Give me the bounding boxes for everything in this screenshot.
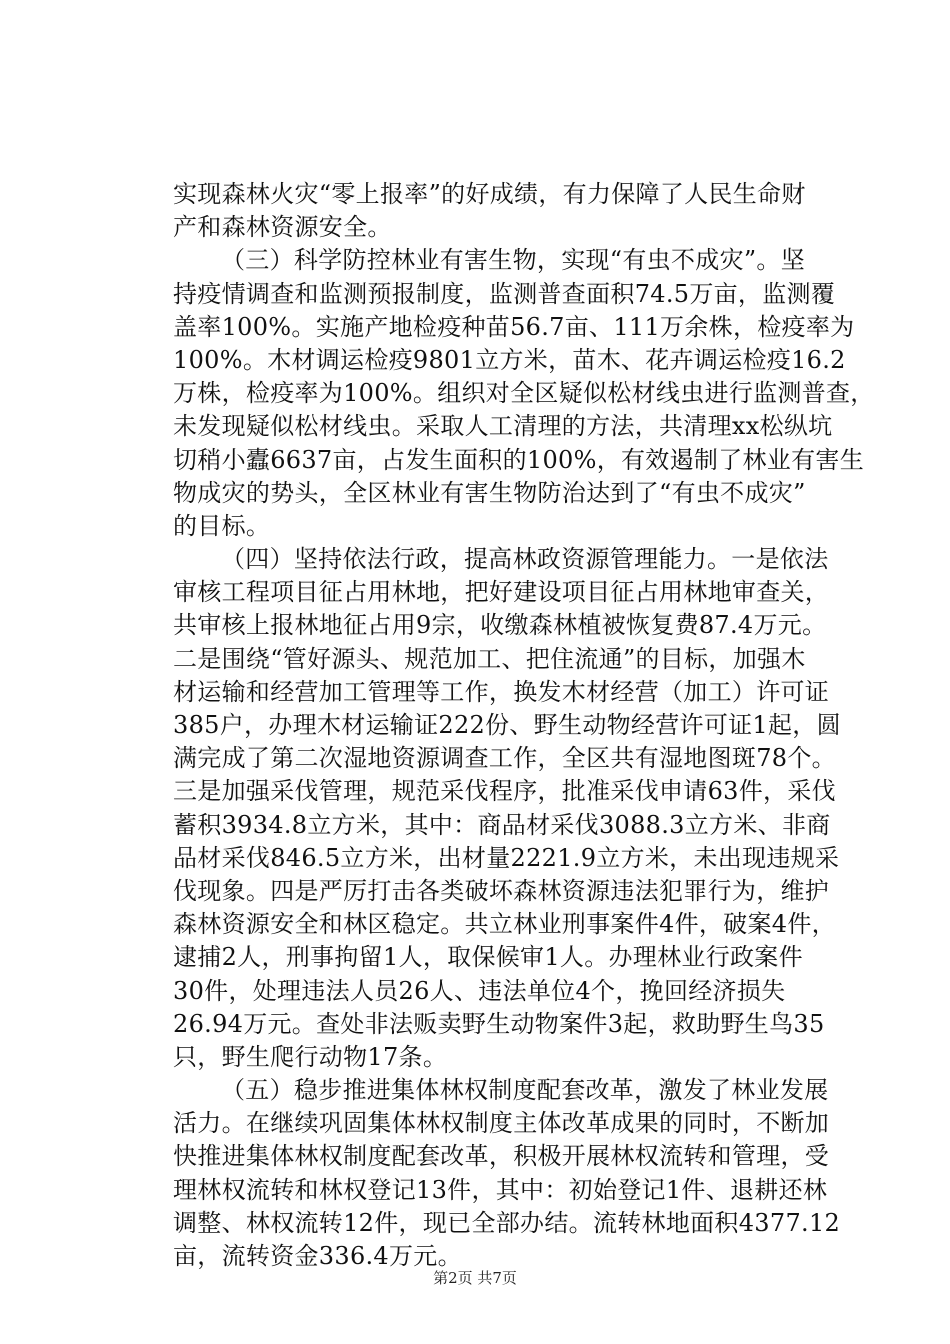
text-line: 未发现疑似松材线虫。采取人工清理的方法，共清理xx松纵坑 <box>173 412 833 441</box>
text-line: 逮捕2人，刑事拘留1人，取保候审1人。办理林业行政案件 <box>173 943 803 972</box>
document-body <box>173 178 875 1273</box>
text-line: 活力。在继续巩固集体林权制度主体改革成果的同时，不断加 <box>173 1109 830 1138</box>
text-line: 满完成了第二次湿地资源调查工作，全区共有湿地图斑78个。 <box>173 744 836 773</box>
text-line: 森林资源安全和林区稳定。共立林业刑事案件4件，破案4件， <box>173 910 836 939</box>
text-line: 调整、林权流转12件，现已全部办结。流转林地面积4377.12 <box>173 1208 841 1237</box>
section-heading-line: （三）科学防控林业有害生物，实现“有虫不成灾”。坚 <box>221 246 806 275</box>
text-line: 实现森林火灾“零上报率”的好成绩，有力保障了人民生命财 <box>173 180 806 208</box>
text-line: 持疫情调查和监测预报制度，监测普查面积74.5万亩，监测覆 <box>173 279 836 308</box>
page-number-footer: 第2页 共7页 <box>433 1269 517 1287</box>
text-line: 蓄积3934.8立方米，其中：商品材采伐3088.3立方米、非商 <box>173 810 831 839</box>
text-line: 万株，检疫率为100%。组织对全区疑似松材线虫进行监测普查， <box>173 379 875 408</box>
text-line: 品材采伐846.5立方米，出材量2221.9立方米，未出现违规采 <box>173 843 840 872</box>
text-line: 盖率100%。实施产地检疫种苗56.7亩、111万余株，检疫率为 <box>173 312 855 341</box>
text-line: 理林权流转和林权登记13件，其中：初始登记1件、退耕还林 <box>173 1175 828 1204</box>
text-line: 材运输和经营加工管理等工作，换发木材经营（加工）许可证 <box>173 677 830 706</box>
text-line: 产和森林资源安全。 <box>173 213 392 242</box>
text-line: 亩，流转资金336.4万元。 <box>173 1242 462 1270</box>
text-line: 30件，处理违法人员26人、违法单位4个，挽回经济损失 <box>173 976 786 1005</box>
section-heading-line: （五）稳步推进集体林权制度配套改革，激发了林业发展 <box>221 1076 829 1105</box>
text-line: 共审核上报林地征占用9宗，收缴森林植被恢复费87.4万元。 <box>173 611 827 640</box>
text-line: 物成灾的势头，全区林业有害生物防治达到了“有虫不成灾” <box>173 478 806 507</box>
text-line: 切稍小蠹6637亩，占发生面积的100%，有效遏制了林业有害生 <box>173 445 864 474</box>
text-line: 伐现象。四是严厉打击各类破坏森林资源违法犯罪行为，维护 <box>173 876 830 905</box>
text-line: 的目标。 <box>173 511 271 540</box>
text-line: 二是围绕“管好源头、规范加工、把住流通”的目标，加强木 <box>173 644 806 673</box>
text-line: 100%。木材调运检疫9801立方米，苗木、花卉调运检疫16.2 <box>173 345 846 374</box>
text-line: 26.94万元。查处非法贩卖野生动物案件3起，救助野生鸟35 <box>173 1009 825 1038</box>
text-line: 审核工程项目征占用林地，把好建设项目征占用林地审查关， <box>173 578 830 607</box>
text-line: 快推进集体林权制度配套改革，积极开展林权流转和管理，受 <box>173 1142 830 1171</box>
section-heading-line: （四）坚持依法行政，提高林政资源管理能力。一是依法 <box>221 545 829 574</box>
text-line: 只，野生爬行动物17条。 <box>173 1042 448 1071</box>
text-line: 三是加强采伐管理，规范采伐程序，批准采伐申请63件，采伐 <box>173 777 836 806</box>
text-line: 385户，办理木材运输证222份、野生动物经营许可证1起，圆 <box>173 711 841 739</box>
